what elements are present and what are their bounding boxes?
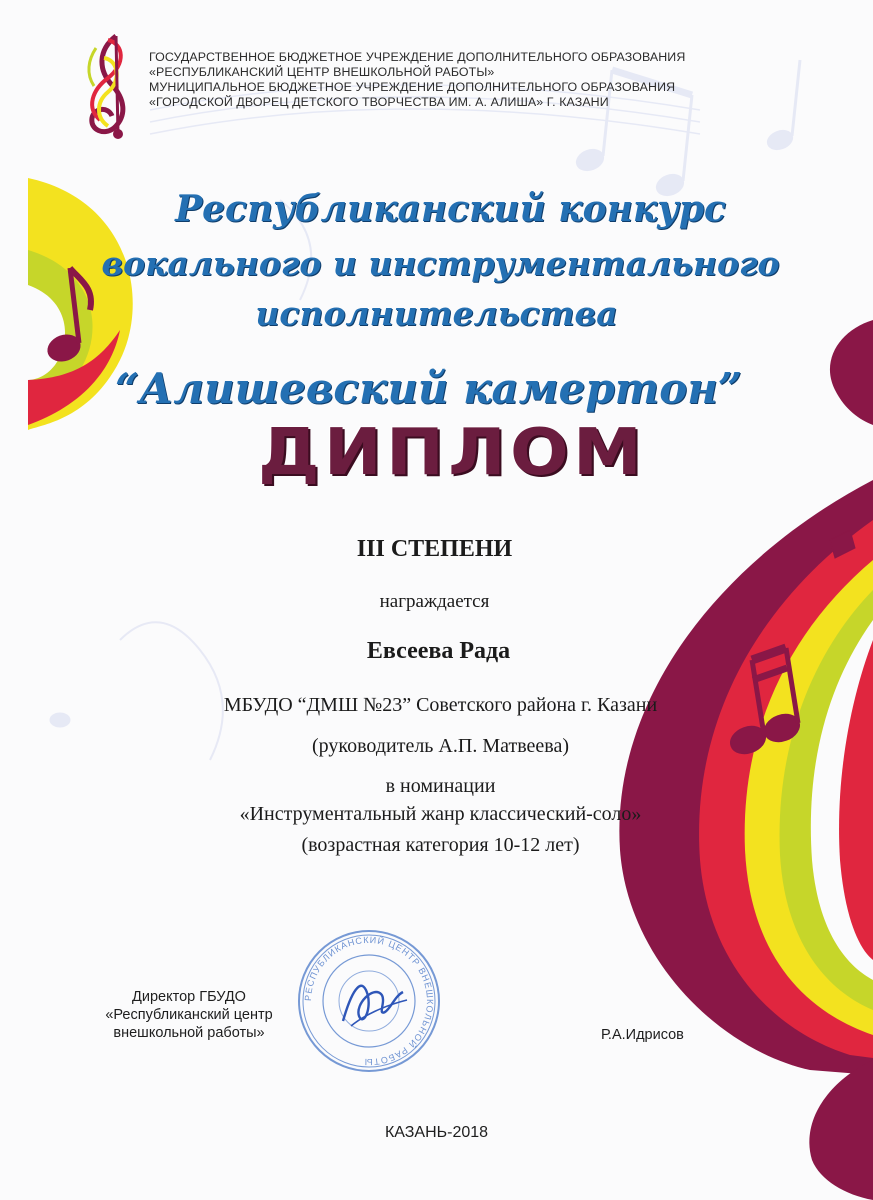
age-category: (возрастная категория 10-12 лет) [301, 834, 580, 856]
director-line-1: Директор ГБУДО [132, 989, 246, 1005]
leader-name: (руководитель А.П. Матвеева) [312, 735, 569, 757]
treble-clef-logo [78, 30, 144, 142]
contest-name: “Алишевский камертон” [115, 364, 742, 413]
place-year: КАЗАНЬ-2018 [384, 1124, 489, 1141]
title-line-3: исполнительства [255, 294, 618, 333]
header-line-2: «РЕСПУБЛИКАНСКИЙ ЦЕНТР ВНЕШКОЛЬНОЙ РАБОТЫ» [149, 65, 495, 79]
nomination-name: «Инструментальный жанр классический-соло» [239, 803, 642, 825]
director-line-3: внешкольной работы» [113, 1025, 265, 1041]
title-line-1: Республиканский конкурс [175, 188, 726, 230]
awarded-label: награждается [379, 591, 490, 612]
recipient-name: Евсеева Рада [366, 638, 511, 664]
degree: III СТЕПЕНИ [356, 536, 513, 562]
handwritten-signature [333, 966, 413, 1036]
signer-name: Р.А.Идрисов [601, 1027, 684, 1043]
nomination-intro: в номинации [385, 775, 496, 797]
header-line-4: «ГОРОДСКОЙ ДВОРЕЦ ДЕТСКОГО ТВОРЧЕСТВА ИМ. А. АЛИША» Г. КАЗАНИ [149, 95, 609, 109]
school-name: МБУДО “ДМШ №23” Советского района г. Казани [223, 694, 658, 716]
title-line-2: вокального и инструментального [101, 244, 780, 283]
diploma-heading: ДИПЛОМ [258, 416, 647, 490]
header-line-3: МУНИЦИПАЛЬНОЕ БЮДЖЕТНОЕ УЧРЕЖДЕНИЕ ДОПОЛНИТЕЛЬНОГО ОБРАЗОВАНИЯ [149, 80, 676, 94]
stamp-text: РЕСПУБЛИКАНСКИЙ ЦЕНТР ВНЕШКОЛЬНОЙ РАБОТЫ [302, 934, 436, 1068]
organizations-header [149, 50, 769, 110]
director-title [84, 988, 294, 1042]
director-line-2: «Республиканский центр [105, 1007, 273, 1023]
header-line-1: ГОСУДАРСТВЕННОЕ БЮДЖЕТНОЕ УЧРЕЖДЕНИЕ ДОПОЛНИТЕЛЬНОГО ОБРАЗОВАНИЯ [149, 50, 686, 64]
